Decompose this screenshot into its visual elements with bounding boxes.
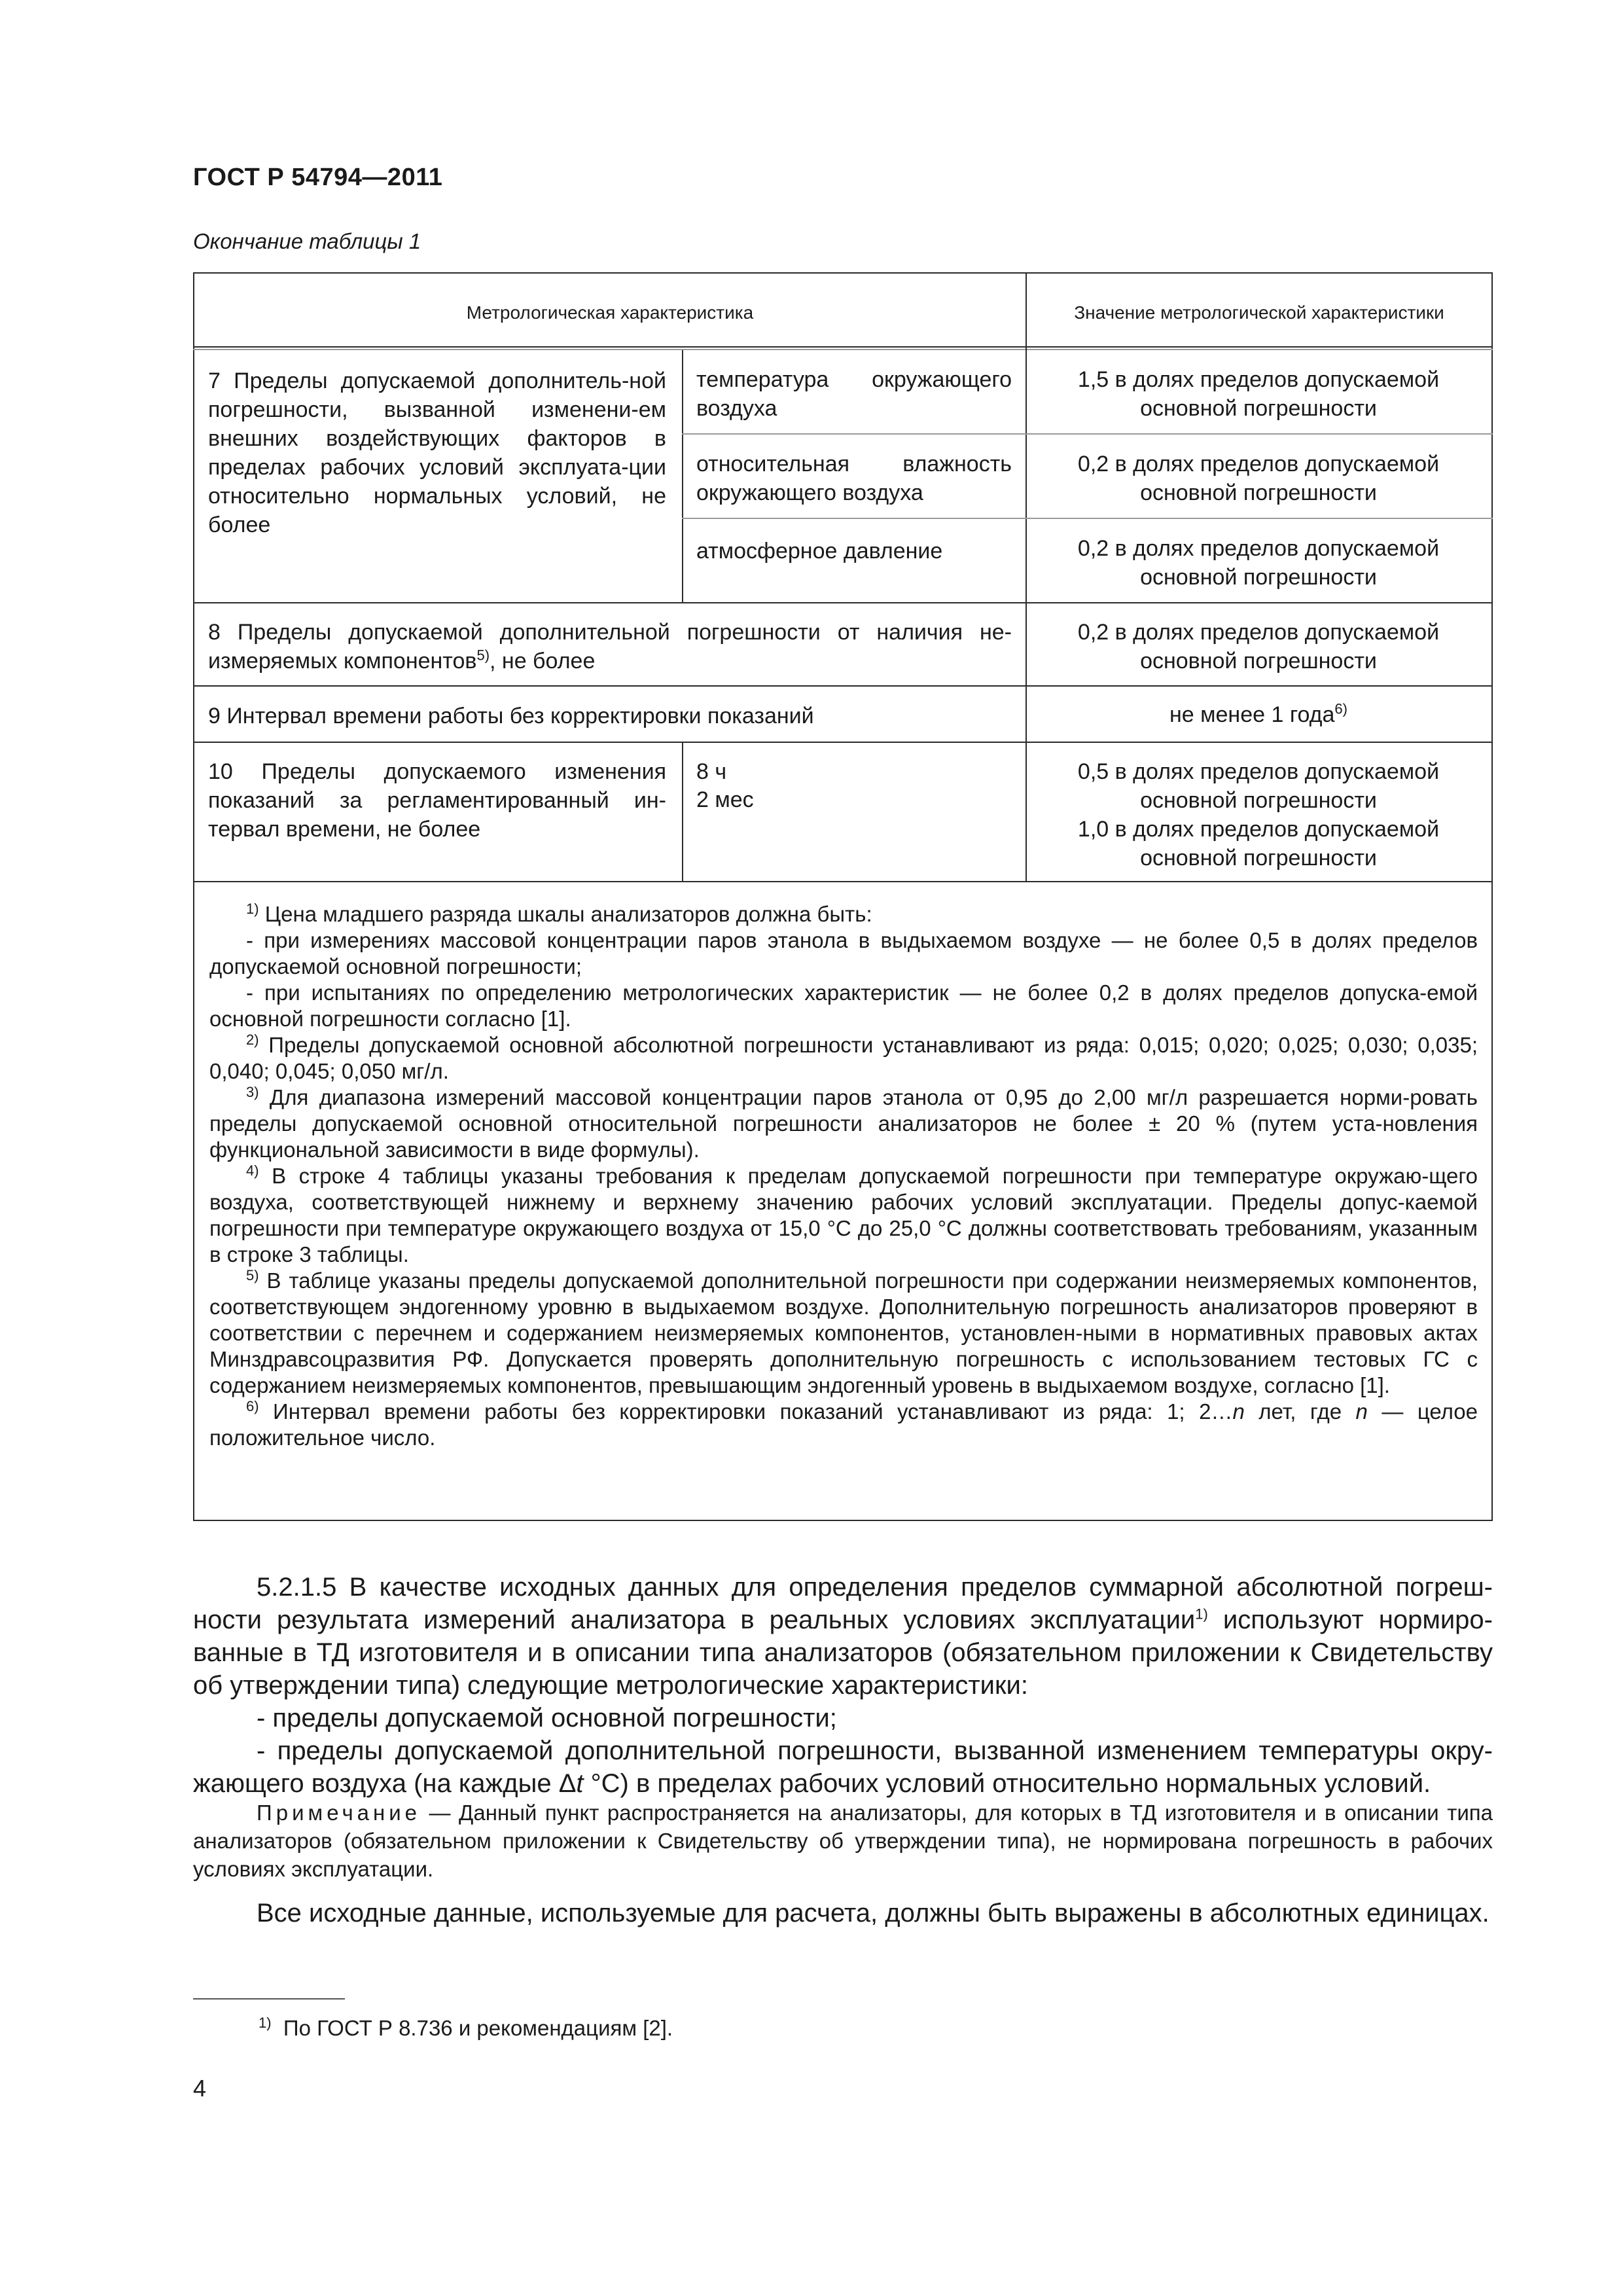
footnote-rule: [193, 1998, 345, 2000]
note-1a: - при измерениях массовой концентрации паров этанола в выдыхаемом воздухе — не более 0,5 в долях пределов допускаемой основной погрешности;: [209, 928, 1478, 978]
row7-value-pressure: 0,2 в долях пределов допускаемой основной погрешности: [1077, 536, 1440, 590]
note-1b: - при испытаниях по определению метрологических характеристик — не более 0,2 в долях пределов допуска-емой основной погрешности согласно [1].: [209, 980, 1478, 1031]
note-paragraph: Примечание — Данный пункт распространяется на анализаторы, для которых в ТД изготовителя и в описании типа анализаторов (обязательном приложении к Свидетельству об утверждении типа), не нормирована погрешность в рабочих условиях эксплуатации.: [193, 1801, 1493, 1881]
row10-label: 10 Пределы допускаемого изменения показаний за регламентированный ин-тервал времени, не более: [208, 759, 666, 842]
row10-value-2mo: 1,0 в долях пределов допускаемой основной погрешности: [1077, 817, 1440, 870]
row7-label: 7 Пределы допускаемой дополнитель-ной погрешности, вызванной изменени-ем внешних воздействующих факторов в пределах рабочих условий эксплуата-ции относительно нормальных условий, не более: [208, 368, 666, 537]
row10-value-8h: 0,5 в долях пределов допускаемой основной погрешности: [1077, 759, 1440, 813]
note-4: $^{4)}$ В строке 4 таблицы указаны требования к пределам допускаемой погрешности при температуре окружаю-щего воздуха, соответствующей нижнему и верхнему значению рабочих условий эксплуатации. Пределы допус-каемой погрешности при температуре окружающего воздуха от 15,0 °С до 25,0 °С должны соответствовать требованиям, указанным в строке 3 таблицы.: [209, 1162, 1478, 1266]
row7-value-temperature: 1,5 в долях пределов допускаемой основной погрешности: [1077, 367, 1440, 421]
column-header-characteristic: Метрологическая характеристика: [466, 302, 754, 323]
paragraph-absolute-units: Все исходные данные, используемые для расчета, должны быть выражены в абсолютных единицах.: [257, 1899, 1489, 1928]
row7-sub-line-1: [682, 433, 1493, 435]
note-label: Примечание: [257, 1801, 421, 1825]
row7-factor-temperature: температура окружающего воздуха: [696, 367, 1012, 421]
header-separator: [193, 346, 1493, 350]
row7-value-humidity: 0,2 в долях пределов допускаемой основной погрешности: [1077, 452, 1440, 505]
row-line-9-10: [193, 742, 1493, 743]
table-border-right: [1491, 272, 1493, 1521]
document-header: ГОСТ Р 54794—2011: [193, 164, 443, 191]
row8-label: 8 Пределы допускаемой дополнительной погрешности от наличия не-измеряемых компонентов$^{5)}$, не более: [208, 620, 1012, 673]
row-line-10-notes: [193, 881, 1493, 882]
row7-sub-line-2: [682, 518, 1493, 519]
column-header-value: Значение метрологической характеристики: [1074, 302, 1444, 323]
note-6: $^{6)}$ Интервал времени работы без корректировки показаний устанавливают из ряда: 1; 2…n лет, где n — целое положительное число.: [209, 1398, 1478, 1450]
list-item-basic-error: - пределы допускаемой основной погрешности;: [257, 1704, 837, 1732]
row9-value: не менее 1 года$^{6)}$: [1169, 700, 1347, 727]
note-5: $^{5)}$ В таблице указаны пределы допускаемой дополнительной погрешности при содержании неизмеряемых компонентов, соответствующем эндогенному уровню в выдыхаемом воздухе. Дополнительную погрешность анализаторов проверяют в соответствии с перечнем и содержанием неизмеряемых компонентов, установлен-ными в нормативных правовых актах Минздравсоцразвития РФ. Допускается проверять дополнительную погрешность с использованием тестовых ГС с содержанием неизмеряемых компонентов, превышающим эндогенный уровень в выдыхаемом воздухе, согласно [1].: [209, 1267, 1478, 1397]
note-3: $^{3)}$ Для диапазона измерений массовой концентрации паров этанола от 0,95 до 2,00 мг/л разрешается норми-ровать пределы допускаемой основной относительной погрешности анализаторов не более ± 20 % (путем уста-новления функциональной зависимости в виде формулы).: [209, 1084, 1478, 1162]
row7-factor-humidity: относительная влажность окружающего воздуха: [696, 452, 1012, 505]
list-item-additional-error: - пределы допускаемой дополнительной погрешности, вызванной изменением температуры окру-жающего воздуха (на каждые Δt °С) в пределах рабочих условий относительно нормальных условий.: [193, 1736, 1493, 1798]
table-caption: Окончание таблицы 1: [193, 229, 421, 253]
row10-factor-2mo: 2 мес: [696, 787, 754, 812]
row10-factor-8h: 8 ч: [696, 759, 727, 784]
paragraph-5-2-1-5: 5.2.1.5 В качестве исходных данных для определения пределов суммарной абсолютной погреш-ности результата измерений анализатора в реальных условиях эксплуатации$^{1)}$ используют нормиро-ванные в ТД изготовителя и в описании типа анализаторов (обязательном приложении к Свидетельству об утверждении типа) следующие метрологические характеристики:: [193, 1573, 1493, 1700]
row7-factor-pressure: атмосферное давление: [696, 539, 943, 564]
row9-label: 9 Интервал времени работы без корректировки показаний: [208, 704, 814, 728]
table-border-bottom: [193, 1520, 1493, 1521]
row10-factor-divider: [682, 742, 683, 881]
table-border-left: [193, 272, 194, 1521]
table-notes: [209, 901, 1478, 1451]
note-1: $^{1)}$ Цена младшего разряда шкалы анализаторов должна быть:: [246, 901, 872, 926]
footnote: $^{1)}$ По ГОСТ Р 8.736 и рекомендациям [2].: [259, 2015, 673, 2040]
page-number: 4: [193, 2075, 207, 2102]
table-border-top: [193, 272, 1493, 274]
row-line-8-9: [193, 685, 1493, 687]
row-line-7-8: [193, 602, 1493, 603]
value-column-divider: [1026, 272, 1027, 881]
row7-factor-divider: [682, 350, 683, 602]
note-2: $^{2)}$ Пределы допускаемой основной абсолютной погрешности устанавливают из ряда: 0,015; 0,020; 0,025; 0,030; 0,035; 0,040; 0,045; 0,050 мг/л.: [209, 1031, 1478, 1083]
row8-value: 0,2 в долях пределов допускаемой основной погрешности: [1077, 620, 1440, 673]
